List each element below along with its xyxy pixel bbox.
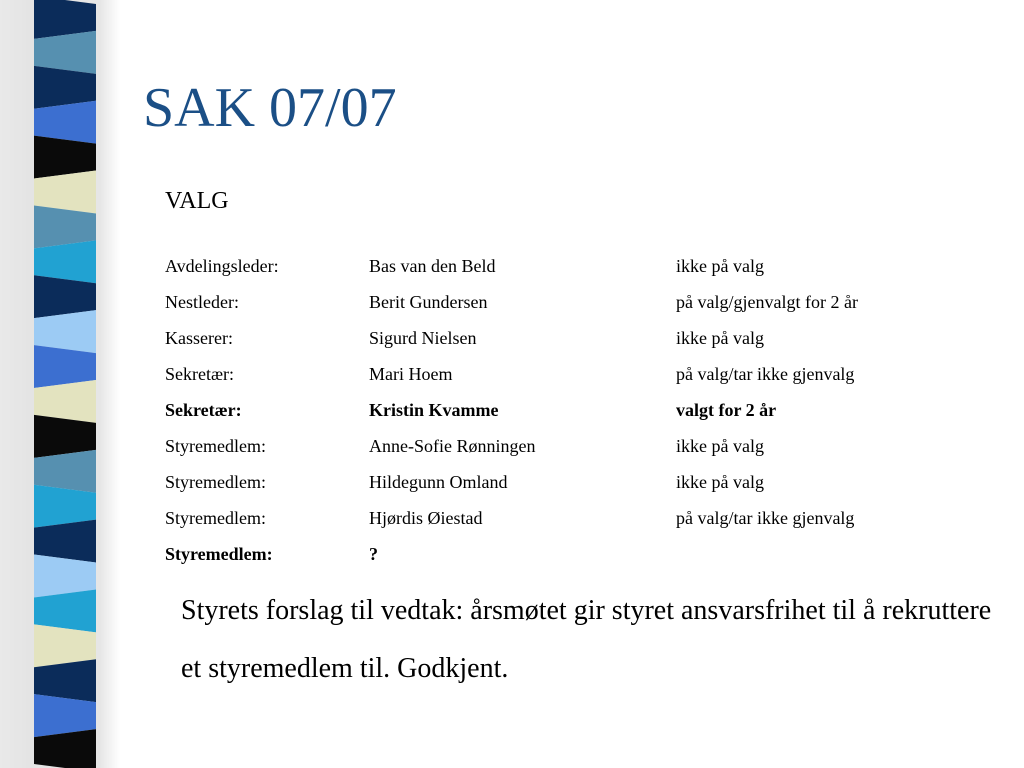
status-cell: ikke på valg: [676, 472, 764, 492]
table-row: [165, 256, 925, 292]
table-row: [165, 472, 925, 508]
status-cell: på valg/gjenvalgt for 2 år: [676, 292, 858, 312]
status-cell: ikke på valg: [676, 328, 764, 348]
status-cell: ikke på valg: [676, 436, 764, 456]
role-cell: Avdelingsleder:: [165, 256, 279, 276]
table-row: [165, 544, 925, 580]
role-cell: Nestleder:: [165, 292, 239, 312]
role-cell: Styremedlem:: [165, 508, 266, 528]
name-cell: ?: [369, 544, 378, 564]
slide-title: SAK 07/07: [143, 77, 397, 139]
status-cell: på valg/tar ikke gjenvalg: [676, 364, 855, 384]
table-row: [165, 328, 925, 364]
table-row: [165, 508, 925, 544]
name-cell: Bas van den Beld: [369, 256, 496, 276]
section-heading: VALG: [165, 188, 229, 214]
name-cell: Berit Gundersen: [369, 292, 488, 312]
status-cell: på valg/tar ikke gjenvalg: [676, 508, 855, 528]
role-cell: Styremedlem:: [165, 472, 266, 492]
table-row: [165, 364, 925, 400]
status-cell: valgt for 2 år: [676, 400, 777, 420]
election-table: [165, 256, 925, 580]
motion-text: Styrets forslag til vedtak: årsmøtet gir styret ansvarsfrihet til å rekruttere et styremedlem til. Godkjent.: [181, 595, 992, 684]
role-cell: Sekretær:: [165, 400, 242, 420]
name-cell: Hildegunn Omland: [369, 472, 508, 492]
name-cell: Anne-Sofie Rønningen: [369, 436, 536, 456]
table-row: [165, 436, 925, 472]
table-row: [165, 292, 925, 328]
role-cell: Styremedlem:: [165, 544, 273, 564]
stripe-graphic: [34, 0, 96, 768]
decorative-stripe-border: [34, 0, 96, 768]
role-cell: Styremedlem:: [165, 436, 266, 456]
role-cell: Kasserer:: [165, 328, 233, 348]
name-cell: Kristin Kvamme: [369, 400, 499, 420]
name-cell: Hjørdis Øiestad: [369, 508, 483, 528]
table-row: [165, 400, 925, 436]
name-cell: Mari Hoem: [369, 364, 453, 384]
role-cell: Sekretær:: [165, 364, 234, 384]
status-cell: ikke på valg: [676, 256, 764, 276]
name-cell: Sigurd Nielsen: [369, 328, 477, 348]
